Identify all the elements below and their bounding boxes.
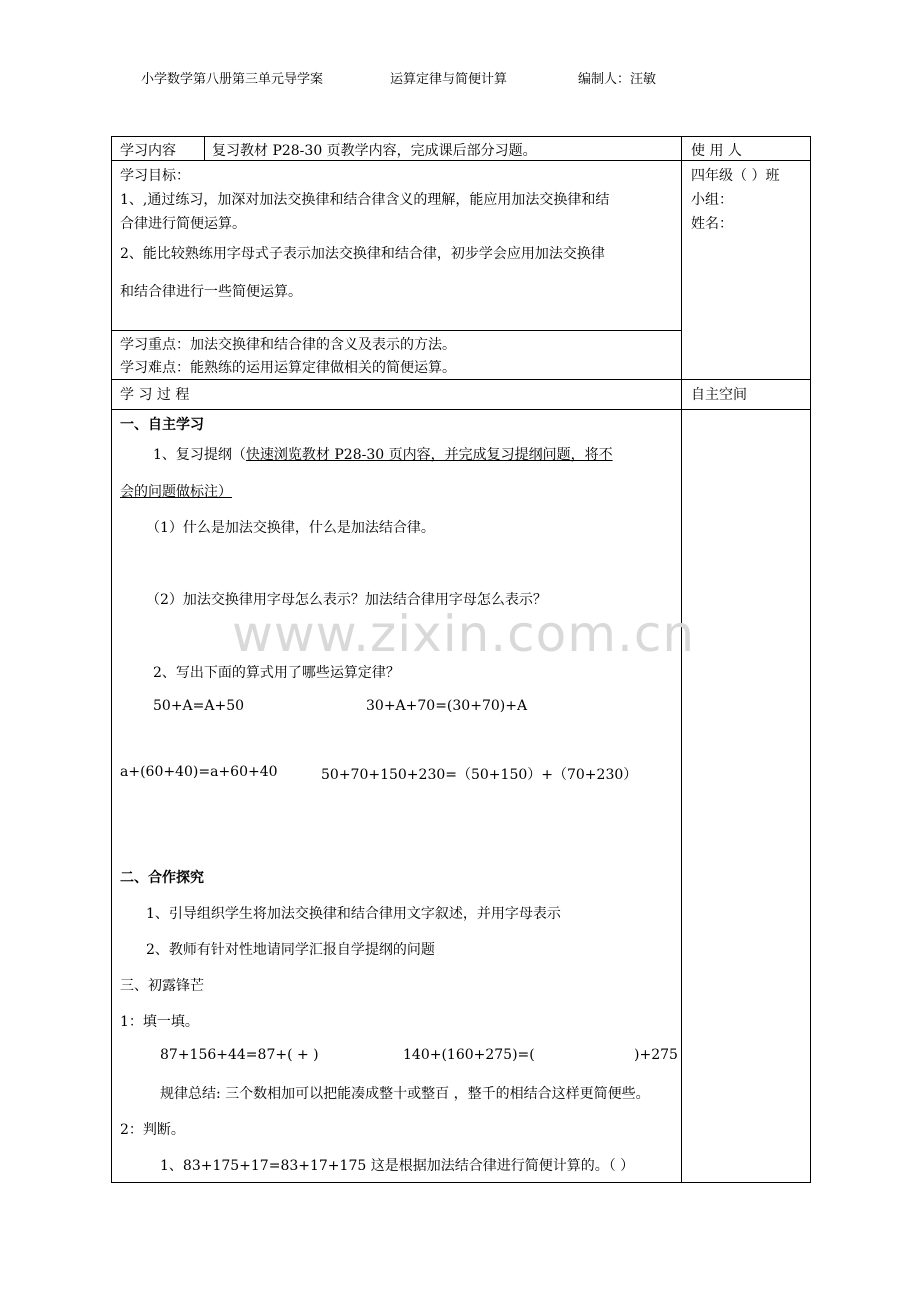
content-text: 复习教材 P28-30 页教学内容，完成课后部分习题。: [212, 143, 537, 159]
question-1: （1）什么是加法交换律，什么是加法结合律。: [146, 520, 435, 536]
content-label: 学习内容: [120, 143, 176, 159]
key-point: 学习重点：加法交换律和结合律的含义及表示的方法。: [120, 337, 456, 353]
header-topic: 运算定律与简便计算: [390, 72, 508, 87]
user-name: 姓名：: [691, 216, 733, 232]
review-outline: [153, 444, 613, 464]
goal-2-line-2: 和结合律进行一些简便运算。: [120, 284, 302, 300]
watermark: www.zixin.com.cn: [232, 605, 696, 663]
header-course: 小学数学第八册第三单元导学案: [141, 72, 324, 87]
equation-1: 50+A=A+50: [153, 698, 245, 714]
user-grade: 四年级（ ）班: [691, 168, 780, 184]
user-group: 小组：: [691, 192, 733, 208]
difficulty: 学习难点：能熟练的运用运算定律做相关的简便运算。: [120, 360, 456, 376]
fill-title: 1：填一填。: [120, 1014, 199, 1030]
process-label: 学 习 过 程: [120, 387, 190, 403]
rule-summary: 规律总结: 三个数相加可以把能凑成整十或整百 ，整千的相结合这样更简便些。: [160, 1086, 650, 1102]
fill-equation-1: 87+156+44=87+( + ): [160, 1047, 319, 1063]
header-editor: 编制人：汪敏: [578, 72, 657, 87]
section-2-item-2: 2、教师有针对性地请同学汇报自学提纲的问题: [146, 942, 435, 958]
review-outline-instruction-cont: 会的问题做标注）: [120, 484, 232, 500]
item-2: 2、写出下面的算式用了哪些运算定律？: [153, 665, 400, 681]
goal-1-line-2: 合律进行简便运算。: [120, 216, 246, 232]
judge-item-1: 1、83+175+17=83+17+175 这是根据加法结合律进行简便计算的。（ ）: [160, 1158, 635, 1174]
user-label: 使 用 人: [691, 143, 742, 159]
goal-2-line-1: 2、能比较熟练用字母式子表示加法交换律和结合律，初步学会应用加法交换律: [120, 246, 605, 262]
review-outline-instruction: 快速浏览教材 P28-30 页内容，并完成复习提纲问题，将不: [245, 447, 613, 463]
equation-4: 50+70+150+230=（50+150）+（70+230）: [321, 767, 638, 783]
fill-equation-2-start: 140+(160+275)=(: [403, 1047, 535, 1063]
section-3-title: 三、初露锋芒: [120, 978, 204, 994]
section-2-item-1: 1、引导组织学生将加法交换律和结合律用文字叙述，并用字母表示: [146, 906, 561, 922]
section-2-title: 二、合作探究: [120, 870, 204, 886]
review-outline-prefix: 1、复习提纲（: [153, 447, 246, 463]
judge-title: 2：判断。: [120, 1122, 185, 1138]
goal-1-line-1: 1、,通过练习，加深对加法交换律和结合律含义的理解，能应用加法交换律和结: [120, 192, 610, 208]
fill-equation-2-end: )+275: [634, 1047, 678, 1063]
question-2: （2）加法交换律用字母怎么表示？加法结合律用字母怎么表示？: [146, 592, 547, 608]
space-label: 自主空间: [691, 387, 747, 403]
equation-2: 30+A+70=(30+70)+A: [366, 698, 528, 714]
goals-title: 学习目标：: [120, 168, 190, 184]
equation-3: a+(60+40)=a+60+40: [120, 764, 278, 780]
section-1-title: 一、自主学习: [120, 417, 204, 433]
